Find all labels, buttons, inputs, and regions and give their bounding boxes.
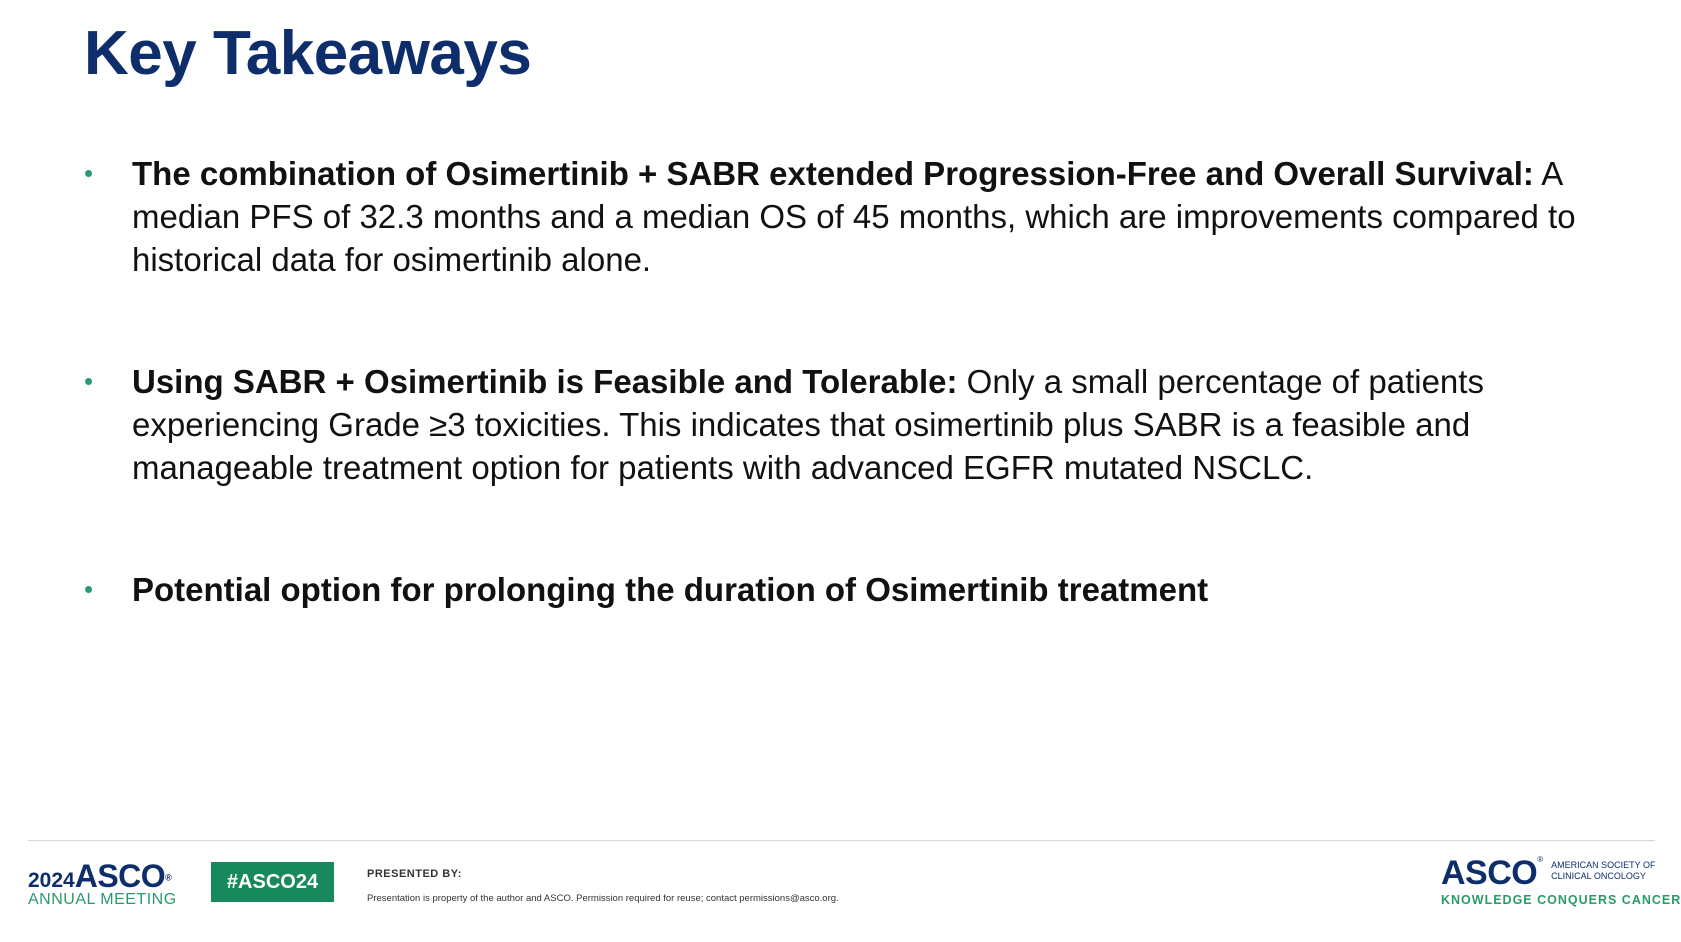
- takeaway-heading: The combination of Osimertinib + SABR extended Progression-Free and Overall Survival:: [132, 155, 1534, 192]
- bullet-icon: •: [84, 366, 94, 396]
- takeaways-list: [84, 152, 1604, 611]
- meeting-subtitle: ANNUAL MEETING: [28, 891, 177, 908]
- annual-meeting-logo: [28, 858, 177, 909]
- slide-title: Key Takeaways: [84, 19, 532, 88]
- bullet-icon: •: [84, 574, 94, 604]
- permission-notice: Presentation is property of the author and ASCO. Permission required for reuse; contact permissions@asco.org.: [367, 893, 839, 904]
- takeaway-item: [84, 568, 1604, 611]
- meeting-brand: ASCO: [74, 858, 166, 894]
- takeaway-heading: Using SABR + Osimertinib is Feasible and Tolerable:: [132, 363, 958, 400]
- takeaway-text: A median PFS of 32.3 months and a median OS of 45 months, which are improvements compared to historical data for osimertinib alone.: [132, 155, 1576, 278]
- trademark-mark: ®: [1537, 855, 1544, 864]
- meeting-year: 2024: [28, 869, 75, 892]
- footer-divider: [28, 840, 1655, 841]
- org-tagline: KNOWLEDGE CONQUERS CANCER: [1441, 893, 1681, 907]
- takeaway-heading: Potential option for prolonging the duration of Osimertinib treatment: [132, 571, 1209, 608]
- takeaway-item: [84, 360, 1604, 489]
- takeaway-item: [84, 152, 1604, 281]
- bullet-icon: •: [84, 158, 94, 188]
- org-brand: ASCO: [1441, 854, 1538, 892]
- asco-org-logo: [1441, 854, 1681, 907]
- trademark-mark: ®: [165, 872, 172, 883]
- hashtag-badge: #ASCO24: [211, 862, 334, 902]
- takeaway-text: Only a small percentage of patients experiencing Grade ≥3 toxicities. This indicates that osimertinib plus SABR is a feasible and manageable treatment option for patients with advanced EGFR mutated NSCLC.: [132, 363, 1484, 486]
- org-name: AMERICAN SOCIETY OF CLINICAL ONCOLOGY: [1551, 860, 1656, 881]
- presented-by-label: PRESENTED BY:: [367, 868, 462, 880]
